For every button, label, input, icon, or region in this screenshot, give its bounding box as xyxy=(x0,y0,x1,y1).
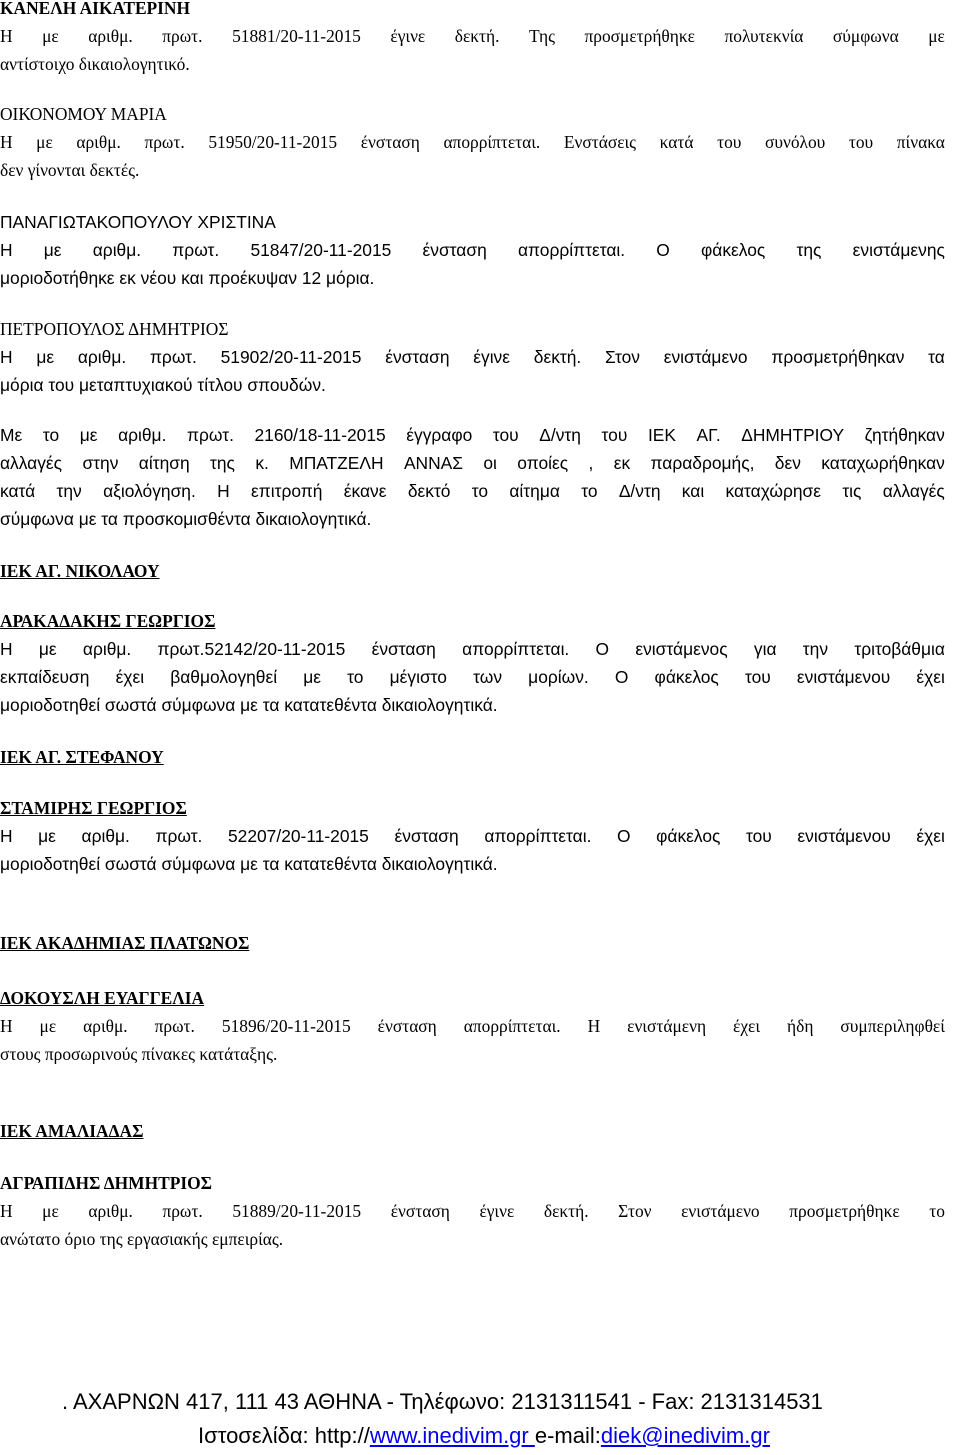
word: πρωτ. xyxy=(149,347,197,367)
word: 51950/20-11-2015 xyxy=(208,132,338,152)
footer-contact xyxy=(198,1423,960,1449)
word: Στον xyxy=(605,347,640,367)
word: Δ/ντη xyxy=(539,425,581,445)
word: πρωτ. xyxy=(186,425,234,445)
decision-text xyxy=(0,822,945,850)
word: Ενστάσεις xyxy=(563,132,637,152)
word: ένσταση xyxy=(360,132,420,152)
word: έχει xyxy=(916,826,945,846)
word: επιτροπή xyxy=(250,481,323,501)
person-heading: ΑΓΡΑΠΙΔΗΣ ΔΗΜΗΤΡΙΟΣ xyxy=(0,1173,212,1193)
word: έγινε xyxy=(479,1201,515,1221)
word: και xyxy=(681,481,705,501)
word: προσμετρήθηκε xyxy=(584,26,695,46)
word: καταχωρήθηκαν xyxy=(821,453,945,473)
word: πρωτ. xyxy=(162,26,203,46)
word: ένσταση xyxy=(385,347,450,367)
word: αίτημα xyxy=(509,481,560,501)
decision-text xyxy=(0,1197,945,1225)
objection-block xyxy=(0,315,945,399)
decision-text: αντίστοιχο δικαιολογητικό. xyxy=(0,54,190,74)
word: απορρίπτεται. xyxy=(463,1016,561,1036)
decision-text: μοριοδοτηθεί σωστά σύμφωνα με τα κατατεθέντα δικαιολογητικά. xyxy=(0,695,498,715)
word: φάκελος xyxy=(701,240,766,260)
objection-block xyxy=(0,100,945,184)
objection-block xyxy=(0,607,945,719)
word: Η xyxy=(0,1201,13,1221)
decision-text xyxy=(0,236,945,264)
word: αριθμ. xyxy=(76,132,121,152)
word: ήδη xyxy=(787,1016,814,1036)
objection-block xyxy=(0,1169,945,1253)
word: , xyxy=(588,453,594,473)
word: κατά xyxy=(0,481,36,501)
word: μέγιστο xyxy=(389,667,447,687)
word: ΑΓ. xyxy=(696,425,721,445)
word: Η xyxy=(0,240,13,260)
iek-heading-block xyxy=(0,929,945,957)
word: Η xyxy=(0,132,13,152)
person-heading: ΣΤΑΜΙΡΗΣ ΓΕΩΡΓΙΟΣ xyxy=(0,798,187,818)
word: 51847/20-11-2015 xyxy=(250,240,392,260)
word: Της xyxy=(529,26,555,46)
word: Η xyxy=(587,1016,601,1036)
iek-heading-block xyxy=(0,557,945,585)
note-block xyxy=(0,421,945,533)
word: Η xyxy=(0,1016,13,1036)
word: του xyxy=(492,425,519,445)
note-text: σύμφωνα με τα προσκομισθέντα δικαιολογητικά. xyxy=(0,509,372,529)
word: του xyxy=(601,425,628,445)
word: με xyxy=(42,26,59,46)
word: Η xyxy=(0,26,13,46)
word: εκπαίδευση xyxy=(0,667,90,687)
word: το xyxy=(347,667,364,687)
word: σύμφωνα xyxy=(832,26,899,46)
objection-block xyxy=(0,0,945,78)
word: Δ/ντη xyxy=(618,481,661,501)
word: ενιστάμενου xyxy=(797,826,891,846)
word: 52207/20-11-2015 xyxy=(228,826,369,846)
decision-text: στους προσωρινούς πίνακες κατάταξης. xyxy=(0,1044,278,1064)
word: 51881/20-11-2015 xyxy=(232,26,361,46)
person-heading: ΚΑΝΕΛΗ ΑΙΚΑΤΕΡΙΝΗ xyxy=(0,0,191,18)
footer-email-label: e-mail: xyxy=(534,1423,601,1448)
word: μορίων. xyxy=(528,667,589,687)
note-text xyxy=(0,477,945,505)
word: την xyxy=(802,639,829,659)
word: βαθμολογηθεί xyxy=(170,667,278,687)
word: του xyxy=(848,132,874,152)
word: στην xyxy=(82,453,119,473)
word: τριτοβάθμια xyxy=(854,639,945,659)
word: τις xyxy=(842,481,862,501)
word: έχει xyxy=(733,1016,761,1036)
word: δεκτή. xyxy=(543,1201,589,1221)
word: με xyxy=(928,26,945,46)
word: με xyxy=(38,826,56,846)
decision-text: μόρια του μεταπτυχιακού τίτλου σπουδών. xyxy=(0,375,326,395)
word: πρωτ. xyxy=(162,1201,203,1221)
word: της xyxy=(796,240,822,260)
word: του xyxy=(744,667,771,687)
word: με xyxy=(36,347,55,367)
footer-address: . ΑΧΑΡΝΩΝ 417, 111 43 ΑΘΗΝΑ - Τηλέφωνο: 2131311541 - Fax: 2131314531 xyxy=(62,1389,823,1414)
word: αλλαγές xyxy=(0,453,63,473)
word: 51889/20-11-2015 xyxy=(232,1201,362,1221)
word: τα xyxy=(928,347,945,367)
word: ένσταση xyxy=(422,240,487,260)
word: το xyxy=(42,425,60,445)
word: απορρίπτεται. xyxy=(443,132,541,152)
decision-text: μοριοδοτηθεί σωστά σύμφωνα με τα κατατεθέντα δικαιολογητικά. xyxy=(0,854,498,874)
word: απορρίπτεται. xyxy=(462,639,570,659)
word: δεκτή. xyxy=(454,26,500,46)
objection-block xyxy=(0,794,945,878)
word: του xyxy=(717,132,742,152)
word: Η xyxy=(0,347,13,367)
decision-text xyxy=(0,128,945,156)
decision-text xyxy=(0,635,945,663)
word: πρωτ. xyxy=(172,240,220,260)
word: πίνακα xyxy=(896,132,945,152)
decision-text xyxy=(0,1012,945,1040)
word: με xyxy=(79,425,98,445)
decision-text xyxy=(0,663,945,691)
word: οι xyxy=(483,453,497,473)
word: με xyxy=(36,132,53,152)
person-heading: ΔΟΚΟΥΣΛΗ ΕΥΑΓΓΕΛΙΑ xyxy=(0,988,205,1008)
word: ένσταση xyxy=(390,1201,450,1221)
word: προσμετρήθηκε xyxy=(789,1201,900,1221)
word: δεν xyxy=(774,453,801,473)
word: ζητήθηκαν xyxy=(864,425,945,445)
word: με xyxy=(303,667,322,687)
word: την xyxy=(56,481,82,501)
decision-text: ανώτατο όριο της εργασιακής εμπειρίας. xyxy=(0,1229,284,1249)
decision-text: μοριοδοτήθηκε εκ νέου και προέκυψαν 12 μόρια. xyxy=(0,268,375,288)
note-text xyxy=(0,449,945,477)
word: καταχώρησε xyxy=(725,481,822,501)
person-heading: ΠΕΤΡΟΠΟΥΛΟΣ ΔΗΜΗΤΡΙΟΣ xyxy=(0,319,229,339)
iek-heading: ΙΕΚ ΑΓ. ΝΙΚΟΛΑΟΥ xyxy=(0,561,160,581)
word: ΔΗΜΗΤΡΙΟΥ xyxy=(741,425,845,445)
word: πρωτ. xyxy=(154,1016,195,1036)
word: συνόλου xyxy=(764,132,826,152)
word: κ. xyxy=(255,453,269,473)
word: της xyxy=(210,453,235,473)
word: αίτηση xyxy=(138,453,190,473)
word: συμπεριληφθεί xyxy=(840,1016,945,1036)
word: φάκελος xyxy=(656,826,721,846)
word: το xyxy=(929,1201,945,1221)
website-link[interactable]: www.inedivim.gr xyxy=(369,1423,535,1448)
word: ένσταση xyxy=(377,1016,437,1036)
word: παραδρομής, xyxy=(650,453,755,473)
word: Με xyxy=(0,425,23,445)
word: με xyxy=(39,1016,57,1036)
word: πρωτ. xyxy=(155,826,203,846)
word: απορρίπτεται. xyxy=(484,826,592,846)
word: δεκτή. xyxy=(533,347,582,367)
word: αριθμ. xyxy=(118,425,167,445)
word: έγινε xyxy=(473,347,511,367)
word: Ο xyxy=(614,667,629,687)
word: απορρίπτεται. xyxy=(517,240,626,260)
person-heading: ΟΙΚΟΝΟΜΟΥ ΜΑΡΙΑ xyxy=(0,104,167,124)
word: πρωτ.52142/20-11-2015 xyxy=(157,639,346,659)
word: αλλαγές xyxy=(882,481,945,501)
word: Ο xyxy=(617,826,631,846)
word: ενιστάμενη xyxy=(627,1016,707,1036)
note-text xyxy=(0,421,945,449)
word: αριθμ. xyxy=(88,26,133,46)
word: Στον xyxy=(618,1201,652,1221)
word: κατά xyxy=(659,132,694,152)
word: αξιολόγηση. xyxy=(103,481,196,501)
word: προσμετρήθηκαν xyxy=(771,347,905,367)
word: Ο xyxy=(656,240,670,260)
footer-site-label: Ιστοσελίδα: http:// xyxy=(198,1423,370,1448)
word: Η xyxy=(0,826,13,846)
word: 51896/20-11-2015 xyxy=(221,1016,351,1036)
email-link[interactable]: diek@inedivim.gr xyxy=(600,1423,770,1448)
word: αριθμ. xyxy=(83,1016,128,1036)
word: με xyxy=(38,639,57,659)
iek-heading: ΙΕΚ ΑΜΑΛΙΑΔΑΣ xyxy=(0,1121,144,1141)
word: ΜΠΑΤΖΕΛΗ xyxy=(289,453,384,473)
word: του xyxy=(746,826,772,846)
word: έχει xyxy=(916,667,945,687)
word: πρωτ. xyxy=(144,132,185,152)
word: Η xyxy=(0,639,13,659)
decision-text xyxy=(0,343,945,371)
word: φάκελος xyxy=(654,667,719,687)
word: Η xyxy=(217,481,230,501)
word: ΙΕΚ xyxy=(647,425,676,445)
iek-heading: ΙΕΚ ΑΚΑΔΗΜΙΑΣ ΠΛΑΤΩΝΟΣ xyxy=(0,933,250,953)
word: αριθμ. xyxy=(77,347,127,367)
word: ένσταση xyxy=(371,639,436,659)
word: με xyxy=(43,240,62,260)
word: αριθμ. xyxy=(92,240,142,260)
word: ενιστάμενος xyxy=(635,639,728,659)
person-heading: ΑΡΑΚΑΔΑΚΗΣ ΓΕΩΡΓΙΟΣ xyxy=(0,611,216,631)
word: οποίες xyxy=(517,453,569,473)
decision-text: δεν γίνονται δεκτές. xyxy=(0,160,140,180)
word: έκανε xyxy=(343,481,387,501)
iek-heading-block xyxy=(0,743,945,771)
word: το xyxy=(471,481,489,501)
word: εκ xyxy=(613,453,631,473)
word: πολυτεκνία xyxy=(724,26,804,46)
word: αριθμ. xyxy=(81,826,130,846)
word: ενιστάμενου xyxy=(796,667,891,687)
objection-block xyxy=(0,984,945,1068)
iek-heading: ΙΕΚ ΑΓ. ΣΤΕΦΑΝΟΥ xyxy=(0,747,164,767)
word: 2160/18-11-2015 xyxy=(254,425,386,445)
word: ΑΝΝΑΣ xyxy=(403,453,464,473)
iek-heading-block xyxy=(0,1117,945,1145)
word: με xyxy=(42,1201,59,1221)
word: ενιστάμενο xyxy=(681,1201,760,1221)
objection-block xyxy=(0,208,945,292)
word: των xyxy=(473,667,503,687)
word: Ο xyxy=(595,639,610,659)
word: για xyxy=(753,639,777,659)
word: ενιστάμενης xyxy=(852,240,945,260)
word: δεκτό xyxy=(407,481,451,501)
person-heading: ΠΑΝΑΓΙΩΤΑΚΟΠΟΥΛΟΥ ΧΡΙΣΤΙΝΑ xyxy=(0,212,276,232)
word: έγινε xyxy=(390,26,426,46)
word: ενιστάμενο xyxy=(663,347,748,367)
word: 51902/20-11-2015 xyxy=(220,347,362,367)
decision-text xyxy=(0,22,945,50)
word: έγγραφο xyxy=(406,425,473,445)
word: αριθμ. xyxy=(88,1201,133,1221)
word: το xyxy=(581,481,598,501)
word: ένσταση xyxy=(394,826,459,846)
word: αριθμ. xyxy=(82,639,132,659)
word: έχει xyxy=(115,667,145,687)
